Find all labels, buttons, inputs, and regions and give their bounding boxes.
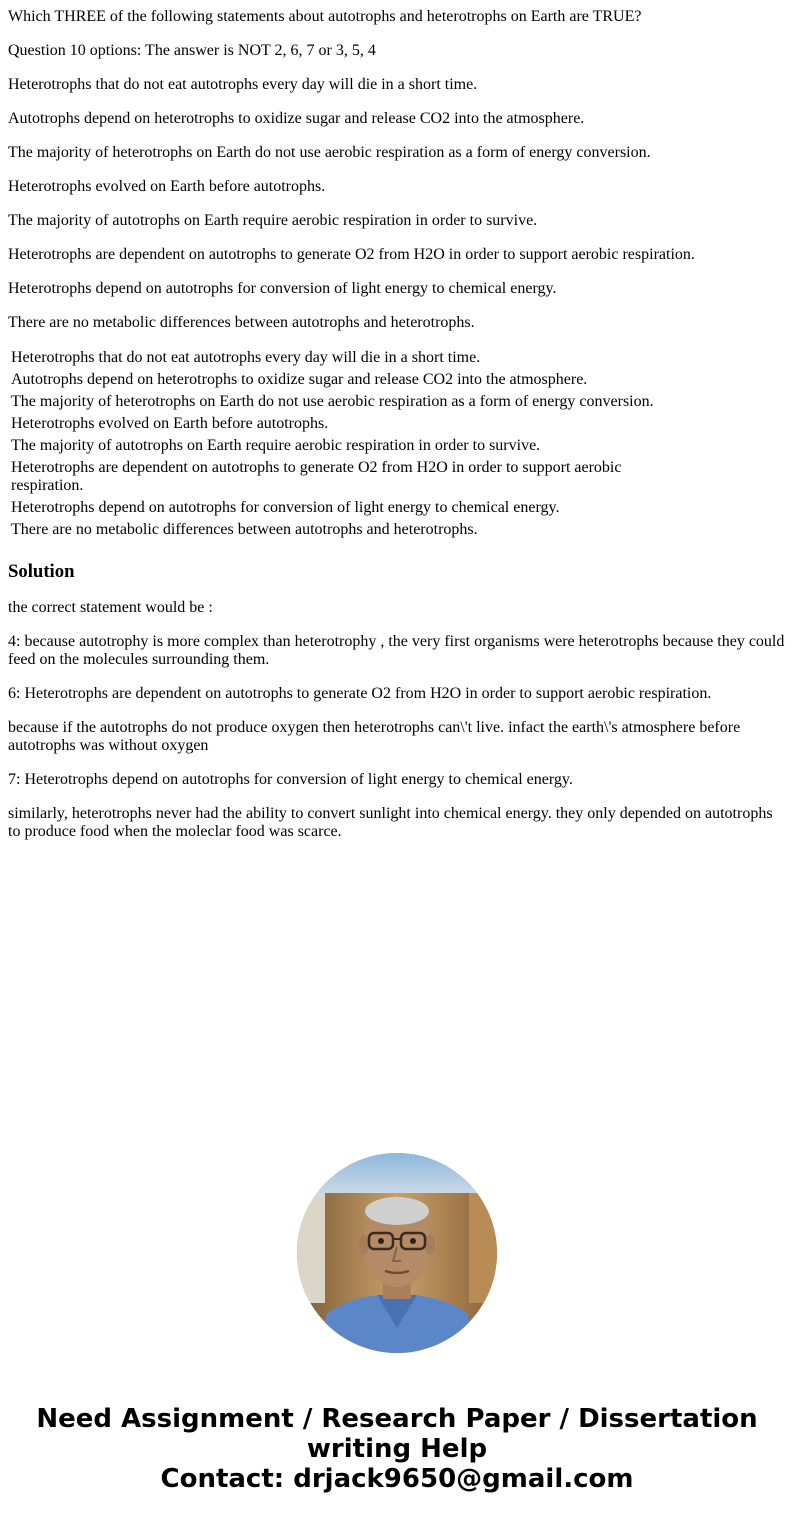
option-row <box>10 414 662 434</box>
avatar <box>297 1153 497 1353</box>
option-text: The majority of heterotrophs on Earth do not use aerobic respiration as a form of energy conversion. <box>11 393 654 410</box>
option-text: Heterotrophs are dependent on autotrophs to generate O2 from H2O in order to support aerobic respiration. <box>11 459 622 494</box>
solution-paragraph: the correct statement would be : <box>8 599 213 616</box>
option-text: Heterotrophs depend on autotrophs for conversion of light energy to chemical energy. <box>11 499 560 516</box>
statement-7: Heterotrophs depend on autotrophs for conversion of light energy to chemical energy. <box>8 280 557 297</box>
solution-paragraph: 6: Heterotrophs are dependent on autotrophs to generate O2 from H2O in order to support aerobic respiration. <box>8 685 712 702</box>
option-text: Autotrophs depend on heterotrophs to oxidize sugar and release CO2 into the atmosphere. <box>11 371 588 388</box>
statement-4: Heterotrophs evolved on Earth before autotrophs. <box>8 178 326 195</box>
statement-3: The majority of heterotrophs on Earth do not use aerobic respiration as a form of energy conversion. <box>8 144 651 161</box>
option-row <box>10 348 662 368</box>
option-row <box>10 498 662 518</box>
statement-6: Heterotrophs are dependent on autotrophs to generate O2 from H2O in order to support aerobic respiration. <box>8 246 695 263</box>
solution-paragraph: similarly, heterotrophs never had the ability to convert sunlight into chemical energy. they only depended on autotrophs to produce food when the moleclar food was scarce. <box>8 805 773 840</box>
options-note: Question 10 options: The answer is NOT 2, 6, 7 or 3, 5, 4 <box>8 42 376 59</box>
question-prompt: Which THREE of the following statements about autotrophs and heterotrophs on Earth are TRUE? <box>8 8 642 25</box>
document-body <box>8 0 786 841</box>
option-text: There are no metabolic differences between autotrophs and heterotrophs. <box>11 521 478 538</box>
statement-8: There are no metabolic differences between autotrophs and heterotrophs. <box>8 314 475 331</box>
solution-paragraph: 7: Heterotrophs depend on autotrophs for conversion of light energy to chemical energy. <box>8 771 573 788</box>
solution-paragraph: because if the autotrophs do not produce oxygen then heterotrophs can\'t live. infact the earth\'s atmosphere before autotrophs was without oxygen <box>8 719 741 754</box>
solution-paragraph: 4: because autotrophy is more complex than heterotrophy , the very first organisms were heterotrophs because they could feed on the molecules surrounding them. <box>8 633 785 668</box>
statement-5: The majority of autotrophs on Earth require aerobic respiration in order to survive. <box>8 212 538 229</box>
promo-contact: Contact: drjack9650@gmail.com <box>160 1464 634 1494</box>
option-row <box>10 436 662 456</box>
option-text: Heterotrophs evolved on Earth before autotrophs. <box>11 415 329 432</box>
option-row <box>10 370 662 390</box>
promo-banner <box>0 1404 794 1494</box>
statement-1: Heterotrophs that do not eat autotrophs every day will die in a short time. <box>8 76 478 93</box>
option-row <box>10 458 662 496</box>
option-text: The majority of autotrophs on Earth require aerobic respiration in order to survive. <box>11 437 541 454</box>
option-row <box>10 520 662 540</box>
promo-line-2: writing Help <box>306 1434 488 1464</box>
options-table <box>8 346 664 542</box>
option-row <box>10 392 662 412</box>
statement-2: Autotrophs depend on heterotrophs to oxidize sugar and release CO2 into the atmosphere. <box>8 110 585 127</box>
solution-heading: Solution <box>8 561 75 582</box>
option-text: Heterotrophs that do not eat autotrophs every day will die in a short time. <box>11 349 481 366</box>
avatar-portrait-icon <box>297 1153 497 1353</box>
promo-line-1: Need Assignment / Research Paper / Dissertation <box>36 1404 758 1434</box>
